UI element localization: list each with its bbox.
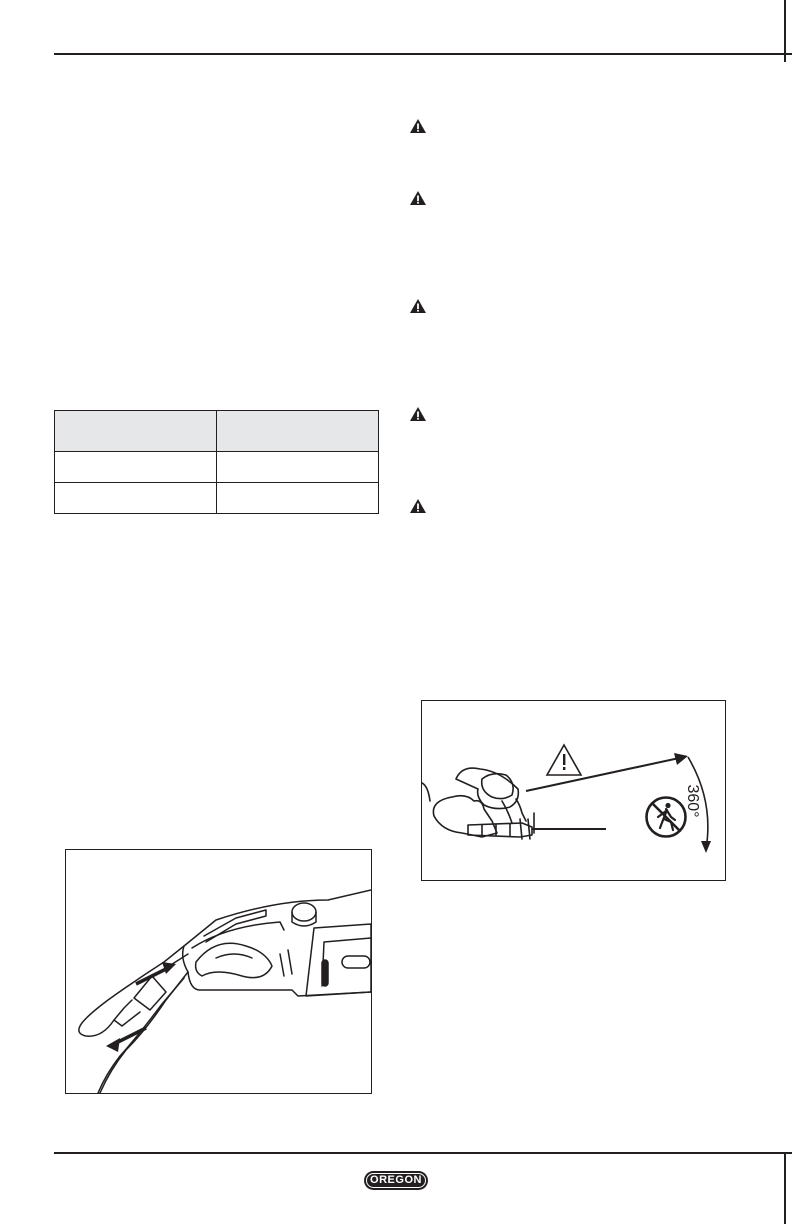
- cord-connection-illustration: [66, 850, 371, 1093]
- warning-triangle-icon: [409, 498, 427, 514]
- spec-table: [54, 410, 379, 514]
- table-row: [55, 452, 379, 483]
- page-edge-mark-bottom: [784, 1152, 786, 1224]
- warning-triangle-icon: [409, 406, 427, 422]
- oregon-logo: [364, 1171, 428, 1190]
- footer-rule: [54, 1152, 792, 1154]
- table-row: [55, 483, 379, 514]
- warning-triangle-icon: [409, 298, 427, 314]
- cord-connection-figure: [65, 849, 372, 1094]
- warning-triangle-icon: [409, 118, 427, 134]
- table-cell: [55, 452, 217, 483]
- table-header-cell: [217, 411, 379, 452]
- warning-triangle-icon: [409, 190, 427, 206]
- logo-text: OREGON: [370, 1174, 422, 1186]
- operating-zone-illustration: [422, 701, 725, 880]
- table-cell: [55, 483, 217, 514]
- page-edge-mark: [784, 0, 786, 62]
- angle-label: 360°: [684, 784, 701, 818]
- header-rule: [54, 53, 792, 55]
- table-cell: [217, 452, 379, 483]
- table-cell: [217, 483, 379, 514]
- table-header-cell: [55, 411, 217, 452]
- table-header-row: [55, 411, 379, 452]
- operating-zone-figure: [421, 700, 726, 881]
